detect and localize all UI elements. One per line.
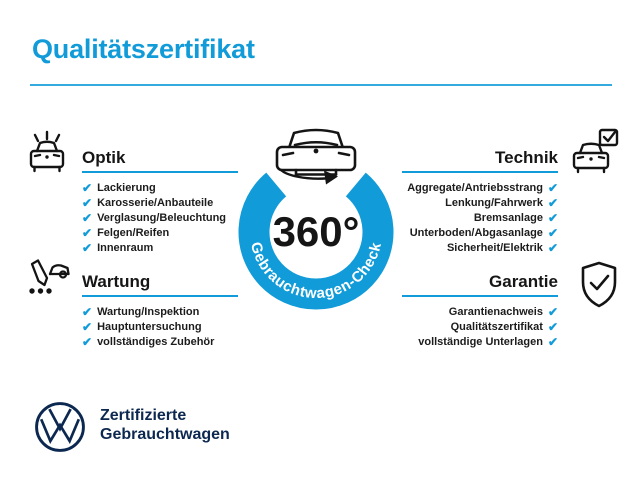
check-icon: ✔ [82,195,93,210]
center-360-badge [201,117,431,347]
check-icon: ✔ [82,334,93,349]
check-icon: ✔ [547,334,558,349]
check-icon: ✔ [82,225,93,240]
section-title-technik: Technik [495,148,558,167]
item-label: Verglasung/Beleuchtung [97,211,227,224]
item-label: Lenkung/Fahrwerk [445,196,543,209]
check-icon: ✔ [547,180,558,195]
brand-claim-line2: Gebrauchtwagen [100,426,230,443]
brand-claim [100,406,230,444]
title-divider [30,84,612,86]
item-label: Wartung/Inspektion [97,305,200,318]
section-title-garantie: Garantie [489,272,558,291]
item-label: Unterboden/Abgasanlage [409,226,543,239]
rotating-car-icon [277,130,355,175]
check-icon: ✔ [547,240,558,255]
item-label: vollständige Unterlagen [418,335,543,348]
check-icon: ✔ [82,304,93,319]
brand-claim-line1: Zertifizierte [100,407,187,424]
item-label: Bremsanlage [473,211,543,224]
shield-check-icon [577,260,621,310]
item-label: Karosserie/Anbauteile [97,196,214,209]
ring-label: Gebrauchtwagen-Check [246,240,386,303]
degree-value: 360° [272,208,360,255]
item-label: Hauptuntersuchung [97,320,202,333]
item-label: Innenraum [97,241,154,254]
check-icon: ✔ [82,240,93,255]
section-title-wartung: Wartung [82,272,151,291]
item-label: Felgen/Reifen [97,226,170,239]
item-label: Sicherheit/Elektrik [446,241,543,254]
page-title: Qualitätszertifikat [32,34,255,64]
check-icon: ✔ [547,304,558,319]
item-label: vollständiges Zubehör [97,335,215,348]
car-checkbox-icon [570,128,620,178]
section-title-optik: Optik [82,148,126,167]
item-label: Garantienachweis [448,305,543,318]
check-icon: ✔ [82,180,93,195]
sparkling-car-icon [23,130,71,180]
check-icon: ✔ [547,195,558,210]
check-icon: ✔ [547,210,558,225]
check-icon: ✔ [547,319,558,334]
item-label: Aggregate/Antriebsstrang [407,181,543,194]
check-icon: ✔ [82,319,93,334]
check-icon: ✔ [547,225,558,240]
check-icon: ✔ [82,210,93,225]
item-label: Qualitätszertifikat [450,320,543,333]
vw-logo [33,400,87,454]
item-label: Lackierung [97,181,156,194]
service-checklist-icon [22,258,72,308]
